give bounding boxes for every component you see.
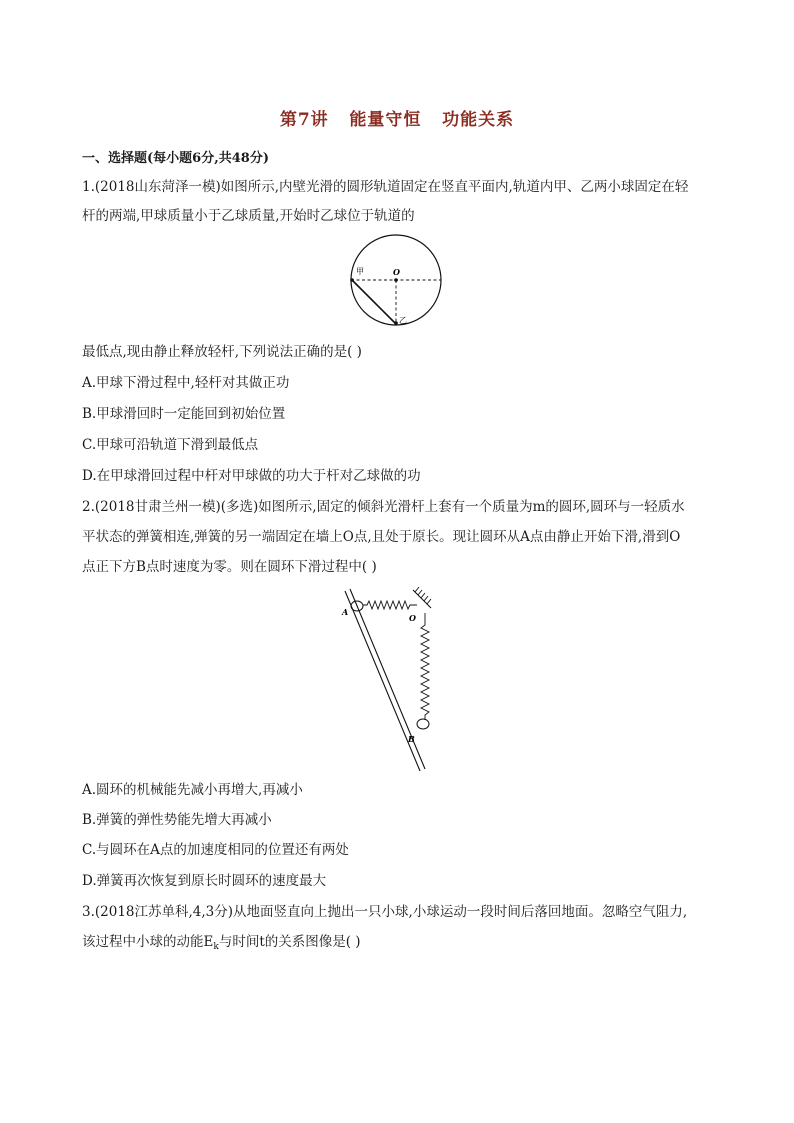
q3-stem-pre: 该过程中小球的动能E: [82, 934, 214, 950]
q3-stem-line2: [82, 933, 361, 956]
q2-stem-line2: 平状态的弹簧相连,弹簧的另一端固定在墙上O点,且处于原长。现让圆环从A点由静止开始下滑,滑到O: [82, 529, 681, 545]
q3-stem-line1: 3.(2018江苏单科,4,3分)从地面竖直向上抛出一只小球,小球运动一段时间后落回地面。忽略空气阻力,: [82, 904, 688, 920]
spring-horizontal: [363, 601, 417, 609]
q2-option-c: C.与圆环在A点的加速度相同的位置还有两处: [82, 842, 349, 858]
q1-circular-track-figure: [340, 232, 450, 332]
page-title: 第7讲 能量守恒 功能关系: [279, 110, 515, 130]
center-point: [394, 278, 398, 282]
ball-jia: [350, 278, 354, 282]
q2-option-d: D.弹簧再次恢复到原长时圆环的速度最大: [82, 873, 327, 889]
q3-subscript-k: k: [213, 942, 219, 952]
q2-option-b: B.弹簧的弹性势能先增大再减小: [82, 812, 272, 828]
label-b: B: [408, 734, 415, 744]
q1-stem-line3: 最低点,现由静止释放轻杆,下列说法正确的是( ): [82, 344, 362, 360]
ball-yi: [394, 321, 398, 325]
q3-stem-post: 与时间t的关系图像是( ): [218, 934, 361, 950]
q1-option-a: A.甲球下滑过程中,轻杆对其做正功: [82, 375, 290, 391]
q2-inclined-rod-figure: [335, 585, 445, 780]
ring-at-b: [417, 719, 429, 729]
label-jia: 甲: [356, 267, 364, 276]
light-rod: [352, 280, 396, 324]
q2-stem-line3: 点正下方B点时速度为零。则在圆环下滑过程中( ): [82, 559, 377, 575]
q1-stem-line2: 杆的两端,甲球质量小于乙球质量,开始时乙球位于轨道的: [82, 208, 415, 224]
label-o-q1: O: [393, 267, 400, 277]
label-o-q2: O: [409, 613, 416, 623]
q1-stem-line1: 1.(2018山东菏泽一模)如图所示,内壁光滑的圆形轨道固定在竖直平面内,轨道内甲、乙两小球固定在轻: [82, 179, 689, 195]
q2-stem-line1: 2.(2018甘肃兰州一模)(多选)如图所示,固定的倾斜光滑杆上套有一个质量为m的圆环,圆环与一轻质水: [82, 499, 685, 515]
q2-option-a: A.圆环的机械能先减小再增大,再减小: [82, 782, 303, 798]
label-a: A: [342, 607, 349, 617]
label-yi: 乙: [399, 316, 407, 325]
q1-option-c: C.甲球可沿轨道下滑到最低点: [82, 437, 259, 453]
section-heading: 一、选择题(每小题6分,共48分): [82, 151, 269, 166]
q1-option-d: D.在甲球滑回过程中杆对甲球做的功大于杆对乙球做的功: [82, 468, 421, 484]
wall-hatch: [415, 587, 431, 604]
spring-vertical: [421, 613, 429, 720]
q1-option-b: B.甲球滑回时一定能回到初始位置: [82, 406, 286, 422]
